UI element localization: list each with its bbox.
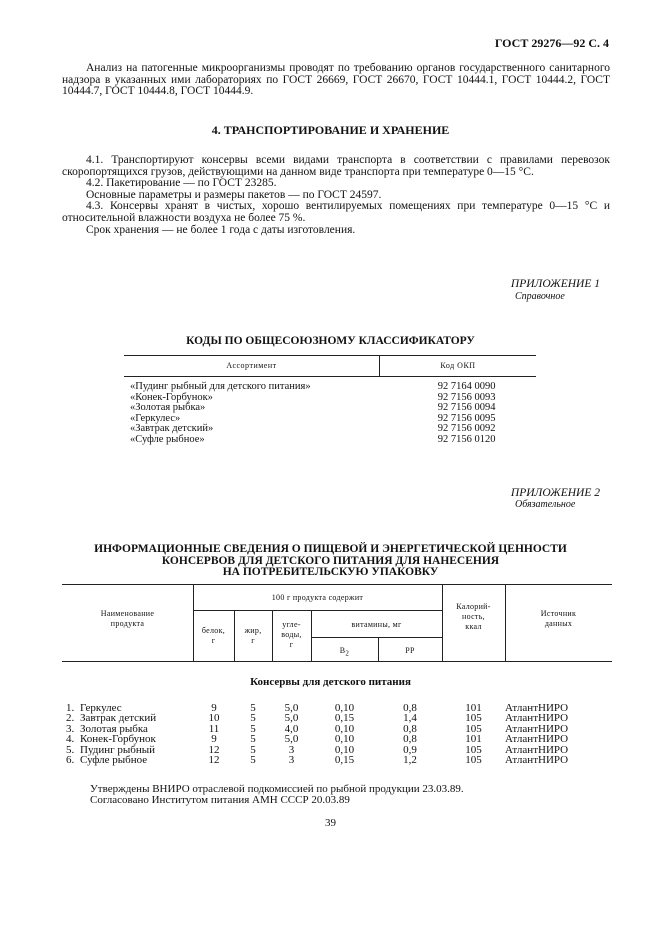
- intro-text: Анализ на патогенные микроорганизмы проводят по требованию органов государственного санитарного надзора в указанных ими лабораториях по ГОСТ 26669, ГОСТ 26670, ГОСТ 10444.1, ГОСТ 10444.2, ГОСТ 10444.7, ГОСТ 10444.8, ГОСТ 10444.9.: [62, 62, 610, 98]
- col-header-data-source: [505, 609, 612, 629]
- appendix-1-type: Справочное: [515, 291, 565, 302]
- product-name: Конек-Горбунок: [80, 733, 156, 746]
- source-value: АтлантНИРО: [505, 722, 569, 735]
- appendix-2-type: Обязательное: [515, 499, 576, 510]
- fat-value: 5: [250, 733, 256, 746]
- b2-value: 0,15: [334, 754, 355, 767]
- assortment-cell: «Пудинг рыбный для детского питания»: [130, 381, 311, 392]
- row-number: 3.: [66, 722, 75, 735]
- header-bottom-rule: [62, 661, 612, 662]
- row-number: 1.: [66, 702, 75, 714]
- kcal-value: 101: [465, 702, 482, 714]
- clause-4-3: 4.3. Консервы хранят в чистых, хорошо вентилируемых помещениях при температуре 0—15 °С и относительной влажности воздуха не более 75 %.: [62, 200, 610, 224]
- col-header-per-100g: 100 г продукта содержит: [271, 593, 364, 602]
- appendix-2-title-line-2: КОНСЕРВОВ ДЛЯ ДЕТСКОГО ПИТАНИЯ ДЛЯ НАНЕСЕНИЯ: [161, 554, 500, 567]
- col-header-source-l2: данных: [544, 619, 573, 628]
- assortment-cell: «Конек-Горбунок»: [130, 391, 213, 403]
- carb-value: 5,0: [284, 712, 299, 725]
- clause-4-1: 4.1. Транспортируют консервы всеми видами транспорта в соответствии с правилами перевозок скоропортящихся грузов, действующими на данном виде транспорта при температуре 0—15 °С.: [62, 154, 610, 178]
- col-header-fat-l2: г: [251, 636, 255, 645]
- kcal-value: 105: [465, 712, 482, 725]
- carb-value: 3: [288, 754, 295, 767]
- document-id: ГОСТ 29276—92 С. 4: [494, 36, 609, 50]
- b2-value: 0,10: [334, 702, 355, 714]
- table-top-rule: [124, 355, 536, 356]
- row-number: 6.: [66, 754, 75, 767]
- col-header-protein-l2: г: [211, 636, 216, 645]
- col-header-calories-l1: Калорий-: [456, 602, 491, 611]
- kcal-value: 105: [465, 722, 482, 735]
- col-header-source-l1: Источник: [540, 609, 577, 618]
- code-cell: 92 7164 0090: [437, 381, 496, 392]
- col-header-carb-l1: угле-: [282, 620, 301, 629]
- fat-value: 5: [250, 754, 256, 767]
- fat-value: 5: [250, 743, 256, 756]
- row-number: 5.: [66, 743, 75, 756]
- table-subtitle: Консервы для детского питания: [250, 676, 411, 688]
- section-4-title: 4. ТРАНСПОРТИРОВАНИЕ И ХРАНЕНИЕ: [211, 123, 450, 137]
- assortment-cell: «Суфле рыбное»: [130, 433, 205, 445]
- protein-value: 12: [208, 754, 220, 767]
- agreement-note: Согласовано Институтом питания АМН СССР 20.03.89: [90, 794, 350, 806]
- col-header-vitamin-pp: PP: [405, 646, 415, 655]
- assortment-cell: «Золотая рыбка»: [130, 402, 206, 414]
- source-value: АтлантНИРО: [505, 712, 569, 725]
- protein-value: 10: [208, 712, 220, 725]
- source-value: АтлантНИРО: [505, 743, 569, 756]
- code-cell: 92 7156 0094: [437, 402, 496, 414]
- protein-value: 9: [211, 733, 217, 746]
- nutrition-rows: [66, 703, 595, 765]
- page-number: 39: [325, 817, 336, 829]
- col-header-product-name: [62, 609, 193, 629]
- b2-value: 0,10: [334, 722, 355, 735]
- okp-codes-table: [124, 355, 536, 455]
- col-header-calories-l2: ность,: [462, 612, 485, 621]
- carb-value: 5,0: [284, 702, 299, 714]
- row-number: 4.: [66, 733, 75, 746]
- product-name: Геркулес: [80, 702, 122, 714]
- col-header-calories-l3: ккал: [465, 622, 482, 631]
- col-header-protein-l1: белок,: [201, 626, 226, 635]
- fat-value: 5: [250, 712, 256, 725]
- pp-value: 0,8: [403, 722, 417, 735]
- table-header-rule: [124, 376, 536, 377]
- clause-4-2: 4.2. Пакетирование — по ГОСТ 23285.: [86, 177, 277, 190]
- fat-value: 5: [250, 702, 256, 714]
- pp-value: 1,4: [403, 712, 417, 725]
- col-header-product-name-l2: продукта: [110, 619, 145, 628]
- pp-value: 0,9: [403, 743, 417, 756]
- b2-value: 0,10: [334, 743, 355, 756]
- code-cell: 92 7156 0120: [437, 433, 496, 445]
- b2-value: 0,15: [334, 712, 355, 725]
- appendix-2-label: ПРИЛОЖЕНИЕ 2: [510, 487, 600, 499]
- table-row: [130, 382, 536, 393]
- approval-note: Утверждены ВНИРО отраслевой подкомиссией по рыбной продукции 23.03.89.: [90, 783, 464, 795]
- col-header-protein: [193, 626, 234, 646]
- pp-value: 0,8: [403, 702, 417, 714]
- kcal-value: 105: [465, 754, 482, 767]
- source-value: АтлантНИРО: [505, 702, 569, 714]
- code-cell: 92 7156 0092: [437, 423, 496, 435]
- kcal-value: 101: [465, 733, 482, 746]
- col-header-vitamins: витамины, мг: [351, 620, 402, 629]
- carb-value: 5,0: [284, 733, 299, 746]
- assortment-cell: «Завтрак детский»: [130, 423, 214, 435]
- appendix-1-title: КОДЫ ПО ОБЩЕСОЮЗНОМУ КЛАССИФИКАТОРУ: [186, 335, 475, 347]
- section-4-body: [62, 155, 610, 236]
- vitamins-sub-rule: [311, 637, 442, 638]
- col-header-product-name-l1: Наименование: [100, 609, 155, 618]
- assortment-cell: «Геркулес»: [130, 412, 181, 424]
- carb-value: 3: [288, 743, 295, 756]
- code-cell: 92 7156 0093: [437, 391, 496, 403]
- product-name: Суфле рыбное: [80, 754, 148, 767]
- product-name: Золотая рыбка: [80, 722, 148, 735]
- col-header-carbohydrates: [272, 620, 311, 650]
- source-value: АтлантНИРО: [505, 733, 569, 746]
- code-cell: 92 7156 0095: [437, 412, 496, 424]
- protein-value: 12: [208, 743, 220, 756]
- row-number: 2.: [66, 712, 75, 725]
- col-header-assortment: Ассортимент: [226, 361, 277, 370]
- col-header-carb-l2: воды,: [281, 630, 302, 639]
- table-row: [66, 755, 595, 765]
- product-name: Пудинг рыбный: [80, 743, 156, 756]
- storage-term: Срок хранения — не более 1 года с даты изготовления.: [86, 223, 356, 236]
- b2-subscript: 2: [345, 649, 350, 658]
- group-sub-rule: [193, 610, 442, 611]
- col-header-carb-l3: г: [289, 640, 294, 649]
- clause-4-2-params: Основные параметры и размеры пакетов — по ГОСТ 24597.: [86, 188, 382, 201]
- nutrition-table-header: [62, 584, 612, 662]
- header-top-rule: [62, 584, 612, 585]
- protein-value: 11: [208, 722, 220, 735]
- appendix-1-label: ПРИЛОЖЕНИЕ 1: [510, 278, 600, 290]
- col-header-calories: [442, 602, 505, 632]
- appendix-2-title-line-1: ИНФОРМАЦИОННЫЕ СВЕДЕНИЯ О ПИЩЕВОЙ И ЭНЕРГЕТИЧЕСКОЙ ЦЕННОСТИ: [94, 543, 567, 555]
- kcal-value: 105: [465, 743, 482, 756]
- fat-value: 5: [250, 722, 256, 735]
- protein-value: 9: [211, 702, 217, 714]
- pp-value: 0,8: [403, 733, 417, 746]
- col-header-vitamin-b2: [311, 646, 378, 659]
- footer-notes: [90, 784, 464, 806]
- table-row: [130, 435, 536, 446]
- col-header-fat: [234, 626, 272, 646]
- carb-value: 4,0: [284, 722, 299, 735]
- product-name: Завтрак детский: [80, 712, 157, 725]
- col-header-fat-l1: жир,: [244, 626, 262, 635]
- b2-value: 0,10: [334, 733, 355, 746]
- pp-value: 1,2: [403, 754, 417, 767]
- b2-letter: B: [339, 646, 346, 655]
- intro-paragraph: [62, 63, 610, 98]
- appendix-2-title-line-3: НА ПОТРЕБИТЕЛЬСКУЮ УПАКОВКУ: [222, 566, 439, 579]
- source-value: АтлантНИРО: [505, 754, 569, 767]
- appendix-2-title: [0, 544, 661, 579]
- col-header-okp-code: Код ОКП: [440, 361, 476, 370]
- okp-rows: [130, 382, 536, 446]
